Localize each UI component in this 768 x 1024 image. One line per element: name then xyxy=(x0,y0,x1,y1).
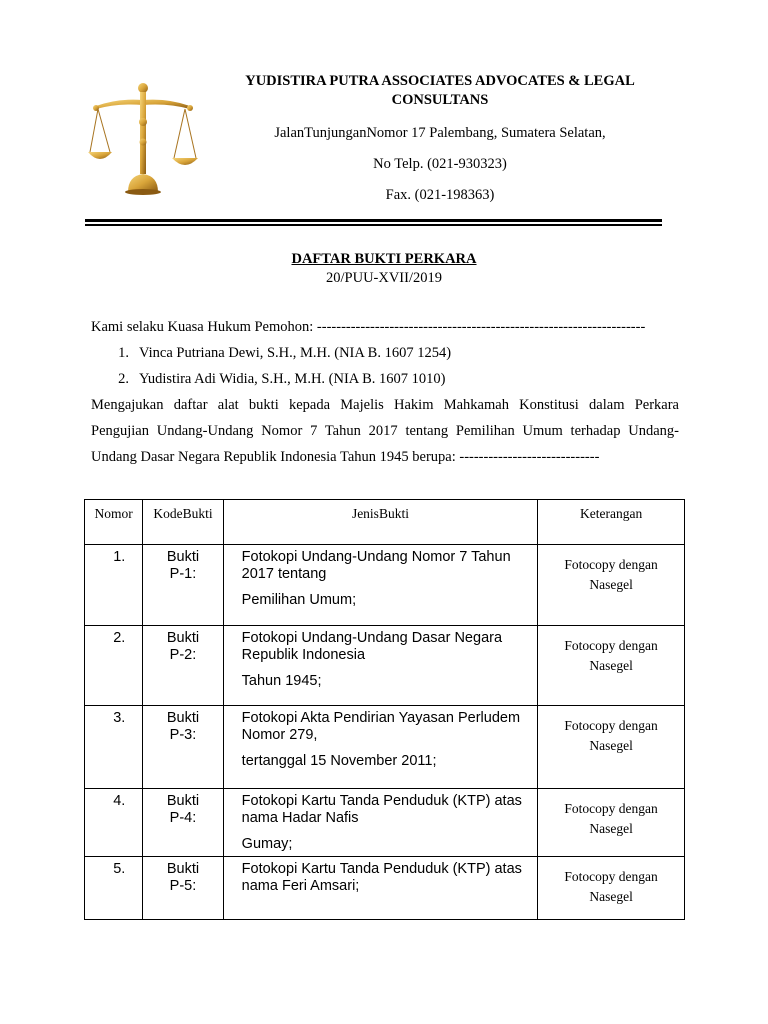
letterhead-rule-thin xyxy=(85,224,662,226)
row-description-tail: Tahun 1945; xyxy=(241,673,322,689)
header-jenis-bukti: JenisBukti xyxy=(223,500,538,545)
counsel-item xyxy=(91,340,679,366)
row-code-id: P-1: xyxy=(169,566,197,582)
row-remark-line2: Nasegel xyxy=(589,889,633,904)
row-remark-line2: Nasegel xyxy=(589,821,633,836)
row-code-label: Bukti xyxy=(166,630,200,646)
intro-section xyxy=(91,314,679,470)
header-nomor: Nomor xyxy=(85,500,143,545)
document-title: DAFTAR BUKTI PERKARA xyxy=(291,251,477,267)
row-number: 1. xyxy=(85,545,143,626)
row-remark xyxy=(538,545,685,626)
row-remark-line2: Nasegel xyxy=(589,658,633,673)
row-number: 3. xyxy=(85,706,143,789)
counsel-number: 1. xyxy=(118,345,129,361)
row-remark-line1: Fotocopy dengan xyxy=(564,557,658,572)
row-description-text: Fotokopi Undang-Undang Nomor 7 Tahun 2017 tentang xyxy=(241,549,511,582)
counsel-number: 2. xyxy=(118,371,129,387)
table-header-row xyxy=(85,500,685,545)
row-code xyxy=(143,626,223,706)
row-code-id: P-4: xyxy=(169,810,197,826)
row-remark-line1: Fotocopy dengan xyxy=(564,718,658,733)
row-description xyxy=(223,706,538,789)
header-keterangan: Keterangan xyxy=(538,500,685,545)
row-code-id: P-3: xyxy=(169,727,197,743)
intro-paragraph-line: Undang Dasar Negara Republik Indonesia Tahun 1945 berupa: ----------------------------- xyxy=(91,449,600,465)
row-description-text: Fotokopi Undang-Undang Dasar Negara Republik Indonesia xyxy=(241,630,503,663)
row-description-text: Fotokopi Akta Pendirian Yayasan Perludem Nomor 279, xyxy=(241,710,521,743)
table-row xyxy=(85,626,685,706)
row-description-tail: Gumay; xyxy=(241,836,293,852)
row-code xyxy=(143,545,223,626)
row-description-tail: tertanggal 15 November 2011; xyxy=(241,753,437,769)
row-number: 5. xyxy=(85,857,143,920)
firm-address: JalanTunjunganNomor 17 Palembang, Sumatera Selatan, xyxy=(274,125,606,141)
row-remark-line2: Nasegel xyxy=(589,738,633,753)
row-code-label: Bukti xyxy=(166,793,200,809)
row-code-id: P-2: xyxy=(169,647,197,663)
row-remark xyxy=(538,706,685,789)
table-row xyxy=(85,789,685,857)
row-description xyxy=(223,626,538,706)
counsel-name: Vinca Putriana Dewi, S.H., M.H. (NIA B. 1607 1254) xyxy=(139,345,452,361)
evidence-table xyxy=(84,499,685,920)
row-description-text: Fotokopi Kartu Tanda Penduduk (KTP) atas nama Hadar Nafis xyxy=(241,793,522,826)
intro-opening: Kami selaku Kuasa Hukum Pemohon: -------------------------------------------------------------------- xyxy=(91,319,646,335)
table-row xyxy=(85,706,685,789)
header-kode-bukti: KodeBukti xyxy=(143,500,223,545)
intro-paragraph-line: Pengujian Undang-Undang Nomor 7 Tahun 2017 tentang Pemilihan Umum terhadap Undang- xyxy=(91,423,679,439)
row-number: 4. xyxy=(85,789,143,857)
letterhead xyxy=(220,72,660,211)
row-remark xyxy=(538,857,685,920)
row-code-label: Bukti xyxy=(166,710,200,726)
row-remark-line1: Fotocopy dengan xyxy=(564,638,658,653)
intro-paragraph-line: Mengajukan daftar alat bukti kepada Majelis Hakim Mahkamah Konstitusi dalam Perkara xyxy=(91,397,679,413)
row-description-tail: Pemilihan Umum; xyxy=(241,592,357,608)
counsel-name: Yudistira Adi Widia, S.H., M.H. (NIA B. 1607 1010) xyxy=(139,371,446,387)
counsel-item xyxy=(91,366,679,392)
row-code xyxy=(143,857,223,920)
row-code xyxy=(143,706,223,789)
row-code xyxy=(143,789,223,857)
document-title-block xyxy=(0,250,768,288)
firm-fax: Fax. (021-198363) xyxy=(385,187,495,203)
letterhead-rule-thick xyxy=(85,219,662,222)
firm-phone: No Telp. (021-930323) xyxy=(373,156,507,172)
case-number: 20/PUU-XVII/2019 xyxy=(326,270,442,286)
table-row xyxy=(85,857,685,920)
row-remark-line2: Nasegel xyxy=(589,577,633,592)
table-row xyxy=(85,545,685,626)
row-remark xyxy=(538,789,685,857)
row-code-id: P-5: xyxy=(169,878,197,894)
scales-of-justice-icon xyxy=(88,80,198,195)
row-number: 2. xyxy=(85,626,143,706)
row-description xyxy=(223,857,538,920)
row-description-text: Fotokopi Kartu Tanda Penduduk (KTP) atas nama Feri Amsari; xyxy=(241,861,522,894)
row-remark-line1: Fotocopy dengan xyxy=(564,801,658,816)
firm-name: YUDISTIRA PUTRA ASSOCIATES ADVOCATES & LEGAL CONSULTANS xyxy=(245,73,635,108)
row-code-label: Bukti xyxy=(166,861,200,877)
row-description xyxy=(223,789,538,857)
row-code-label: Bukti xyxy=(166,549,200,565)
row-remark-line1: Fotocopy dengan xyxy=(564,869,658,884)
row-remark xyxy=(538,626,685,706)
row-description xyxy=(223,545,538,626)
